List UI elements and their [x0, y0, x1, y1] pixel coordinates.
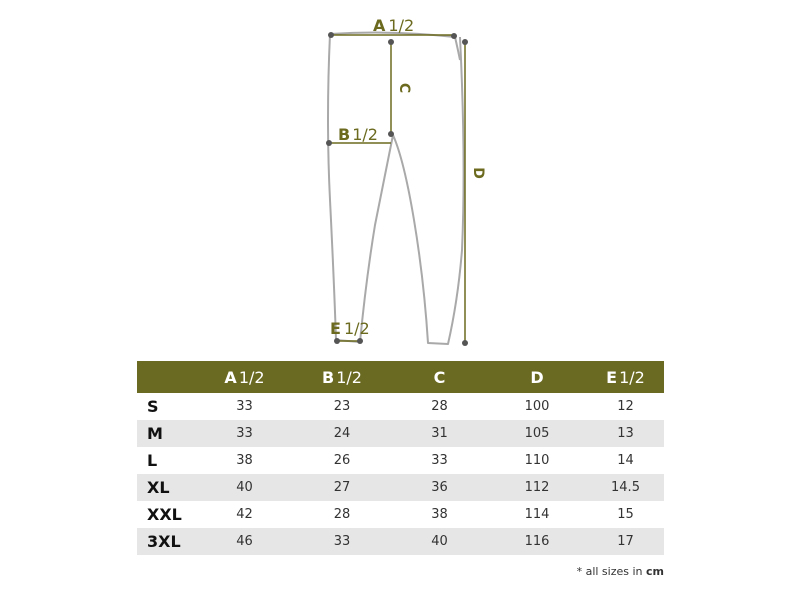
header-e-cell: E 1/2: [587, 361, 664, 393]
label-a: A 1/2: [373, 16, 415, 35]
table-row: [137, 528, 664, 555]
table-header-row: [137, 361, 664, 393]
trousers-outline: [328, 33, 464, 344]
value-b: 33: [292, 528, 392, 555]
label-e: E 1/2: [330, 319, 370, 338]
header-b-cell: B 1/2: [292, 361, 392, 393]
table-row: [137, 420, 664, 447]
value-a: 40: [197, 474, 292, 501]
header-d-cell: D: [487, 361, 587, 393]
value-e: 12: [617, 399, 634, 414]
footnote-unit: cm: [646, 565, 664, 578]
value-d: 114: [524, 507, 550, 522]
value-c: 38: [431, 507, 448, 522]
label-d: D: [470, 167, 486, 179]
value-d: 116: [487, 528, 587, 555]
size-label: L: [147, 451, 158, 470]
value-c: 28: [431, 399, 448, 414]
value-a: 38: [236, 453, 253, 468]
value-a: 42: [236, 507, 253, 522]
value-a: 46: [197, 528, 292, 555]
value-c: 33: [431, 453, 448, 468]
size-chart-table: [137, 361, 664, 555]
table-row: [137, 501, 664, 528]
size-label: M: [137, 420, 197, 447]
value-c: 40: [392, 528, 487, 555]
units-footnote: [560, 565, 664, 578]
measurement-dots: [326, 32, 468, 346]
value-e: 13: [587, 420, 664, 447]
value-b: 24: [292, 420, 392, 447]
value-d: 105: [487, 420, 587, 447]
value-a: 33: [236, 399, 253, 414]
size-label: XL: [137, 474, 197, 501]
value-e: 14.5: [587, 474, 664, 501]
label-c: C: [396, 82, 412, 94]
header-size-cell: [137, 361, 197, 393]
footnote-prefix: * all sizes in: [576, 565, 647, 578]
table-row: [137, 447, 664, 474]
table-row: [137, 393, 664, 420]
value-e: 14: [617, 453, 634, 468]
value-c: 31: [392, 420, 487, 447]
value-b: 26: [333, 453, 351, 468]
value-b: 27: [292, 474, 392, 501]
value-d: 100: [524, 399, 550, 414]
value-e: 17: [587, 528, 664, 555]
label-b: B 1/2: [338, 125, 378, 144]
value-c: 36: [392, 474, 487, 501]
value-d: 110: [524, 453, 550, 468]
value-e: 15: [617, 507, 634, 522]
header-a-cell: A 1/2: [197, 361, 292, 393]
value-a: 33: [197, 420, 292, 447]
header-c-cell: C: [392, 361, 487, 393]
table-row: [137, 474, 664, 501]
size-label: XXL: [147, 505, 182, 524]
measurement-lines: [329, 35, 465, 343]
value-b: 23: [333, 399, 351, 414]
size-label: S: [147, 397, 159, 416]
value-b: 28: [333, 507, 351, 522]
size-label: 3XL: [137, 528, 197, 555]
value-d: 112: [487, 474, 587, 501]
